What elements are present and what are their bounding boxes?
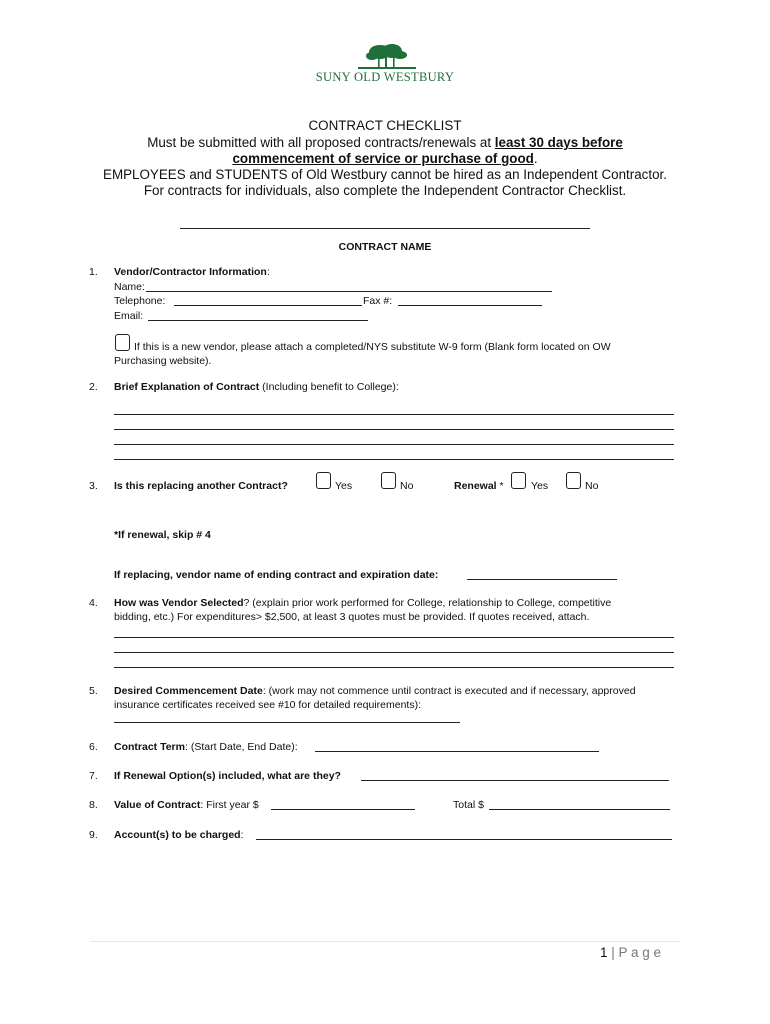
first-year-value-field[interactable]: [271, 809, 415, 810]
item-1-colon: :: [266, 266, 270, 278]
renewal-yes-label: Yes: [531, 480, 549, 492]
telephone-field[interactable]: [174, 305, 362, 306]
item-6-rest: : (Start Date, End Date):: [184, 741, 298, 753]
renewal-label: Renewal: [454, 480, 497, 492]
replacing-yes-checkbox[interactable]: [316, 472, 331, 489]
item-2-note: (Including benefit to College):: [259, 381, 399, 393]
item-4-heading: [114, 596, 611, 610]
header-line2-bold: least 30 days before: [494, 135, 623, 150]
vendor-selection-line-2[interactable]: [114, 652, 674, 653]
fax-field[interactable]: [398, 305, 542, 306]
header-individuals-note: For contracts for individuals, also complete the Independent Contractor Checklist.: [143, 183, 627, 198]
new-vendor-note-line2: Purchasing website).: [114, 355, 212, 367]
item-2-heading: [114, 380, 399, 394]
item-5-line2: insurance certificates received see #10 for detailed requirements):: [114, 699, 421, 711]
item-1-heading: [114, 265, 270, 279]
contract-name-field[interactable]: [180, 228, 590, 229]
vendor-selection-line-1[interactable]: [114, 637, 674, 638]
replacing-no-checkbox[interactable]: [381, 472, 396, 489]
item-1-title: Vendor/Contractor Information: [114, 266, 267, 278]
page-footer: [600, 945, 661, 960]
item-8-title: Value of Contract: [114, 799, 201, 811]
renewal-options-field[interactable]: [361, 780, 669, 781]
item-5-title: Desired Commencement Date: [114, 685, 263, 697]
header-commencement-note: [0, 151, 770, 167]
fax-label: Fax #:: [363, 295, 393, 307]
item-2-title: Brief Explanation of Contract: [114, 381, 260, 393]
item-6-number: 6.: [89, 741, 98, 753]
item-7-title: If Renewal Option(s) included, what are they?: [114, 770, 341, 782]
item-5-line1-rest: : (work may not commence until contract is executed and if necessary, approved: [262, 685, 636, 697]
header-line3-bold: commencement of service or purchase of good: [232, 151, 534, 166]
item-3-number: 3.: [89, 480, 98, 492]
total-value-field[interactable]: [489, 809, 670, 810]
explanation-line-3[interactable]: [114, 444, 674, 445]
renewal-no-label: No: [585, 480, 599, 492]
telephone-label: Telephone:: [114, 295, 166, 307]
renewal-asterisk: *: [496, 480, 504, 492]
new-vendor-note-line1: If this is a new vendor, please attach a completed/NYS substitute W-9 form (Blank form located on OW: [134, 341, 611, 353]
item-5-number: 5.: [89, 685, 98, 697]
item-9-heading: [114, 828, 244, 842]
logo: [300, 42, 470, 88]
item-9-number: 9.: [89, 829, 98, 841]
item-4-title: How was Vendor Selected: [114, 597, 244, 609]
item-4-line1-rest: ? (explain prior work performed for College, relationship to College, competitive: [243, 597, 612, 609]
page-title: CONTRACT CHECKLIST: [308, 118, 462, 133]
contract-name-label: CONTRACT NAME: [338, 241, 432, 253]
item-9-title: Account(s) to be charged: [114, 829, 241, 841]
item-4-number: 4.: [89, 597, 98, 609]
total-label: Total $: [453, 799, 484, 811]
renewal-no-checkbox[interactable]: [566, 472, 581, 489]
name-label: Name:: [114, 281, 145, 293]
replacing-vendor-field[interactable]: [467, 579, 617, 580]
footer-rule: [90, 941, 680, 942]
vendor-selection-line-3[interactable]: [114, 667, 674, 668]
item-8-heading: [114, 798, 259, 812]
replacing-no-label: No: [400, 480, 414, 492]
item-6-heading: [114, 740, 298, 754]
item-9-colon: :: [240, 829, 244, 841]
replacing-question: Is this replacing another Contract?: [114, 480, 288, 492]
item-4-line2: bidding, etc.) For expenditures> $2,500, at least 3 quotes must be provided. If quotes received, attach.: [114, 611, 590, 623]
explanation-line-2[interactable]: [114, 429, 674, 430]
renewal-heading: [454, 479, 504, 493]
name-field[interactable]: [146, 291, 552, 292]
accounts-field[interactable]: [256, 839, 672, 840]
explanation-line-1[interactable]: [114, 414, 674, 415]
explanation-line-4[interactable]: [114, 459, 674, 460]
header-employees-note: EMPLOYEES and STUDENTS of Old Westbury cannot be hired as an Independent Contractor.: [103, 167, 667, 182]
item-7-number: 7.: [89, 770, 98, 782]
item-8-number: 8.: [89, 799, 98, 811]
item-2-number: 2.: [89, 381, 98, 393]
renewal-skip-note: *If renewal, skip # 4: [114, 529, 211, 541]
header-line2-text: Must be submitted with all proposed contracts/renewals at: [147, 135, 495, 150]
email-label: Email:: [114, 310, 144, 322]
item-6-title: Contract Term: [114, 741, 185, 753]
page-separator: |: [607, 945, 619, 960]
item-1-number: 1.: [89, 266, 98, 278]
header-submission-note: [0, 135, 770, 151]
page-word: P a g e: [618, 945, 662, 960]
contract-term-field[interactable]: [315, 751, 599, 752]
logo-text: SUNY OLD WESTBURY: [315, 70, 455, 84]
item-5-heading: [114, 684, 636, 698]
new-vendor-checkbox[interactable]: [115, 334, 130, 351]
renewal-yes-checkbox[interactable]: [511, 472, 526, 489]
email-field[interactable]: [148, 320, 368, 321]
tree-logo-icon: [300, 42, 470, 72]
page-number: 1: [600, 945, 608, 960]
header-line3-post: .: [533, 151, 538, 166]
replacing-vendor-question: If replacing, vendor name of ending contract and expiration date:: [114, 569, 439, 581]
first-year-label: : First year $: [200, 799, 259, 811]
commencement-date-field[interactable]: [114, 722, 460, 723]
replacing-yes-label: Yes: [335, 480, 353, 492]
